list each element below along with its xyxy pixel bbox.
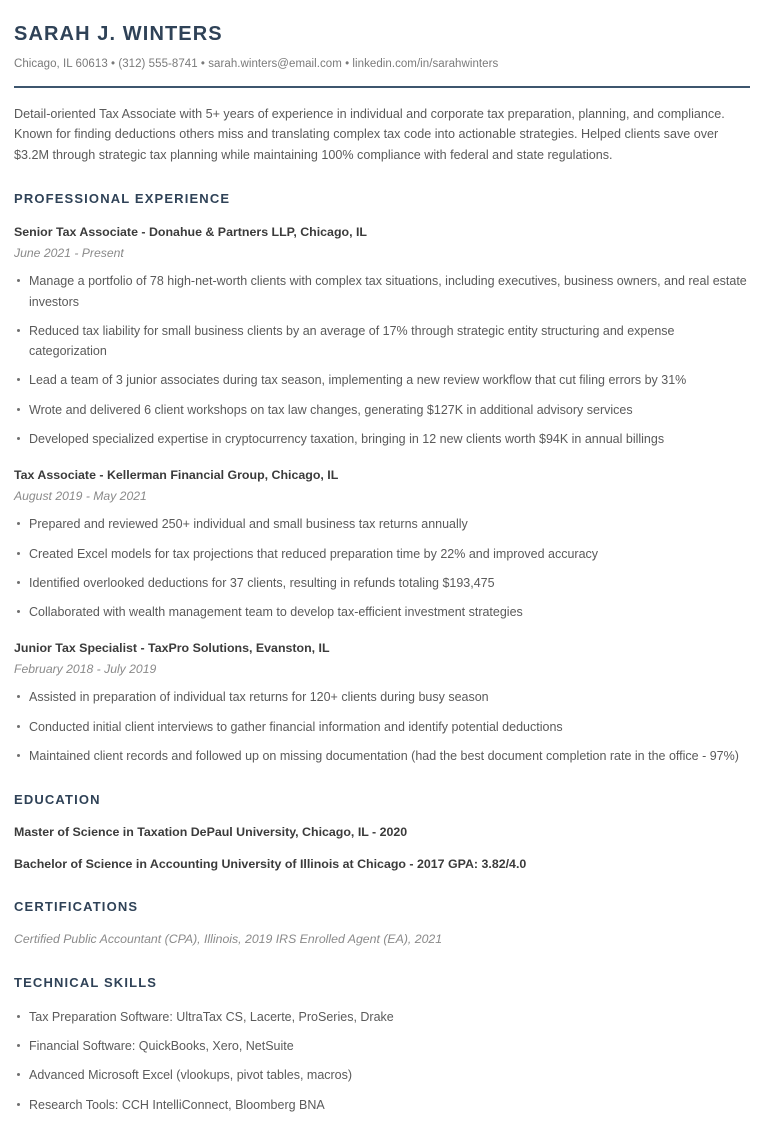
experience-entry [14, 467, 750, 622]
experience-entry [14, 224, 750, 449]
job-bullet-list [14, 514, 750, 622]
skill-bullet: Advanced Microsoft Excel (vlookups, pivot tables, macros) [14, 1065, 750, 1085]
experience-entry [14, 640, 750, 766]
job-dates: February 2018 - July 2019 [14, 662, 157, 676]
job-bullet: Conducted initial client interviews to gather financial information and identify potential deductions [14, 717, 750, 737]
job-bullet: Collaborated with wealth management team to develop tax-efficient investment strategies [14, 602, 750, 622]
job-bullet-list [14, 687, 750, 766]
skill-bullet: Financial Software: QuickBooks, Xero, NetSuite [14, 1036, 750, 1056]
education-entry: Bachelor of Science in Accounting University of Illinois at Chicago - 2017 GPA: 3.82/4.0 [14, 856, 527, 871]
section-heading-skills: TECHNICAL SKILLS [14, 974, 158, 990]
job-bullet: Created Excel models for tax projections that reduced preparation time by 22% and improved accuracy [14, 544, 750, 564]
skill-bullet: Tax Preparation Software: UltraTax CS, Lacerte, ProSeries, Drake [14, 1007, 750, 1027]
job-bullet: Reduced tax liability for small business clients by an average of 17% through strategic entity structuring and expense categorization [14, 321, 750, 362]
job-dates: August 2019 - May 2021 [14, 488, 147, 503]
job-bullet: Maintained client records and followed up on missing documentation (had the best document completion rate in the office - 97%) [14, 746, 750, 766]
job-title: Senior Tax Associate - Donahue & Partners LLP, Chicago, IL [14, 225, 367, 240]
section-heading-experience: PROFESSIONAL EXPERIENCE [14, 191, 231, 207]
job-bullet: Lead a team of 3 junior associates during tax season, implementing a new review workflow that cut filing errors by 31% [14, 370, 750, 390]
job-bullet: Wrote and delivered 6 client workshops on tax law changes, generating $127K in additional advisory services [14, 400, 750, 420]
job-dates: June 2021 - Present [14, 245, 124, 260]
job-bullet: Manage a portfolio of 78 high-net-worth clients with complex tax situations, including executives, business owners, and real estate investors [14, 271, 750, 312]
professional-summary: Detail-oriented Tax Associate with 5+ years of experience in individual and corporate tax preparation, planning, and compliance. Known for finding deductions others miss and translating complex tax code into actionable strategies. Helped clients save over $3.2M through strategic tax planning while maintaining 100% compliance with federal and state regulations. [14, 106, 725, 162]
job-bullet-list [14, 271, 750, 449]
job-bullet: Assisted in preparation of individual tax returns for 120+ clients during busy season [14, 687, 750, 707]
job-bullet: Identified overlooked deductions for 37 clients, resulting in refunds totaling $193,475 [14, 573, 750, 593]
certification-entry: Certified Public Accountant (CPA), Illinois, 2019 IRS Enrolled Agent (EA), 2021 [14, 931, 443, 946]
job-bullet: Prepared and reviewed 250+ individual and small business tax returns annually [14, 514, 750, 534]
section-heading-certifications: CERTIFICATIONS [14, 898, 139, 914]
header-divider [14, 86, 750, 88]
skills-list-wrap [14, 1007, 750, 1115]
job-title: Tax Associate - Kellerman Financial Group, Chicago, IL [14, 468, 339, 483]
job-title: Junior Tax Specialist - TaxPro Solutions, Evanston, IL [14, 641, 330, 656]
candidate-name: SARAH J. WINTERS [14, 23, 223, 45]
education-entry: Master of Science in Taxation DePaul University, Chicago, IL - 2020 [14, 825, 408, 840]
contact-line: Chicago, IL 60613 • (312) 555-8741 • sarah.winters@email.com • linkedin.com/in/sarahwinters [14, 58, 499, 70]
section-heading-education: EDUCATION [14, 792, 101, 808]
skills-bullet-list [14, 1007, 750, 1115]
job-bullet: Developed specialized expertise in cryptocurrency taxation, bringing in 12 new clients worth $94K in annual billings [14, 429, 750, 449]
skill-bullet: Research Tools: CCH IntelliConnect, Bloomberg BNA [14, 1095, 750, 1115]
